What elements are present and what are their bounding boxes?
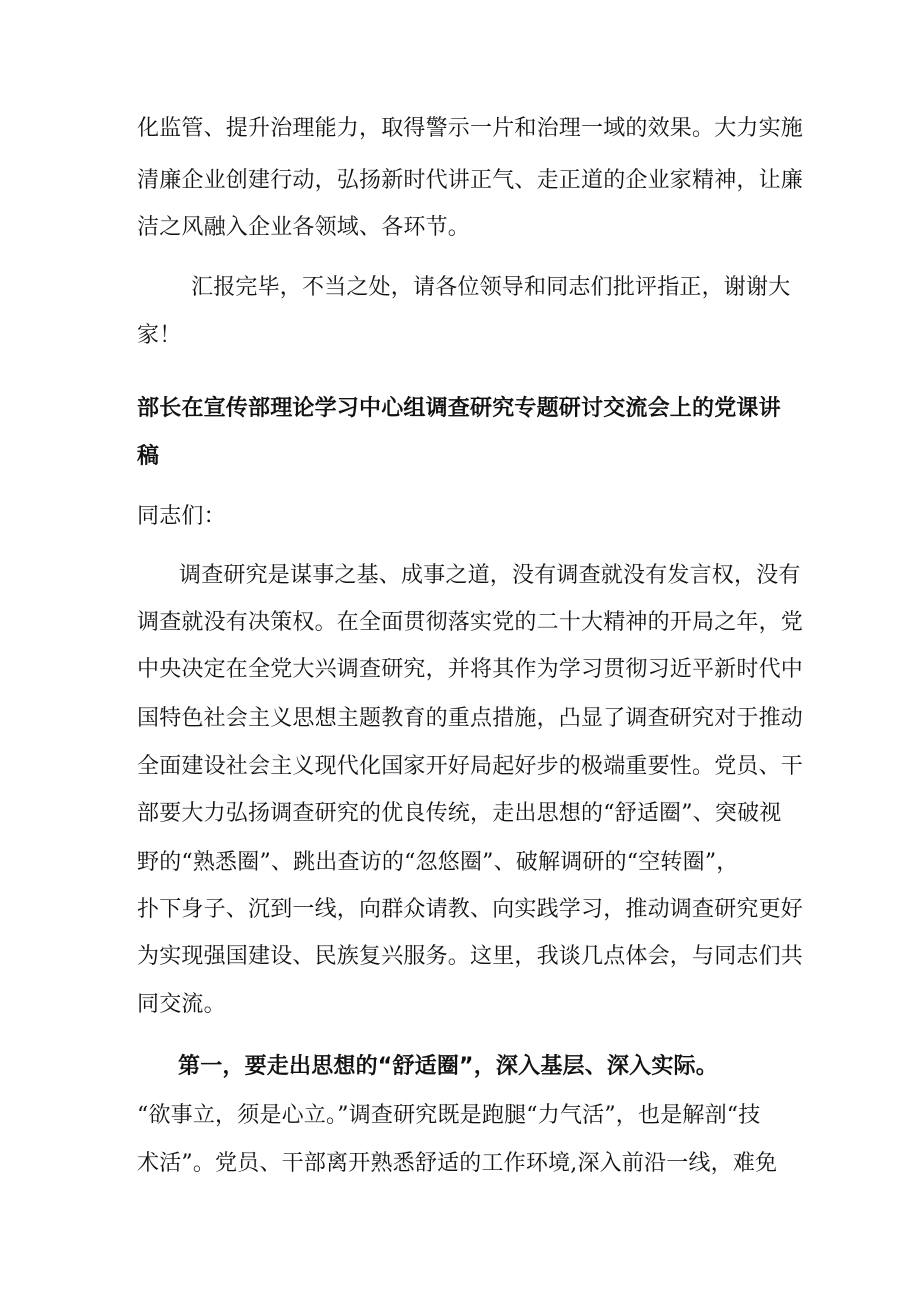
paragraph-line: 部要大力弘扬调查研究的优良传统，走出思想的“舒适圈”、突破视 [137, 801, 782, 826]
closing-line: 家！ [137, 323, 182, 348]
paragraph-line: 化监管、提升治理能力，取得警示一片和治理一域的效果。大力实施 [137, 116, 804, 141]
paragraph-line: 调查研究是谋事之基、成事之道，没有调查就没有发言权，没有 [179, 563, 801, 588]
paragraph-line: 中央决定在全党大兴调查研究，并将其作为学习贯彻习近平新时代中 [137, 657, 804, 682]
paragraph-line: 洁之风融入企业各领域、各环节。 [137, 215, 471, 240]
paragraph-line: 扑下身子、沉到一线，向群众请教、向实践学习，推动调查研究更好 [137, 897, 804, 922]
document-title: 部长在宣传部理论学习中心组调查研究专题研讨交流会上的党课讲 [137, 396, 781, 421]
closing-line: 汇报完毕，不当之处，请各位领导和同志们批评指正，谢谢大 [191, 275, 791, 300]
paragraph-line: 同交流。 [137, 992, 226, 1017]
paragraph-line: 调查就没有决策权。在全面贯彻落实党的二十大精神的开局之年，党 [137, 610, 804, 635]
section-heading: 第一，要走出思想的“舒适圈”，深入基层、深入实际。 [178, 1054, 718, 1079]
paragraph-line: 清廉企业创建行动，弘扬新时代讲正气、走正道的企业家精神，让廉 [137, 168, 804, 193]
paragraph-line: “欲事立，须是心立。”调查研究既是跑腿“力气活”，也是解剖“技 [137, 1103, 761, 1128]
paragraph-line: 为实现强国建设、民族复兴服务。这里，我谈几点体会，与同志们共 [137, 944, 804, 969]
paragraph-line: 全面建设社会主义现代化国家开好局起好步的极端重要性。党员、干 [137, 754, 804, 779]
document-title: 稿 [137, 444, 160, 469]
paragraph-line: 野的“熟悉圈”、跳出查访的“忽悠圈”、破解调研的“空转圈”， [137, 850, 739, 875]
paragraph-line: 术活”。党员、干部离开熟悉舒适的工作环境,深入前沿一线，难免 [137, 1151, 778, 1176]
paragraph-line: 国特色社会主义思想主题教育的重点措施，凸显了调查研究对于推动 [137, 706, 804, 731]
salutation: 同志们： [137, 504, 226, 529]
